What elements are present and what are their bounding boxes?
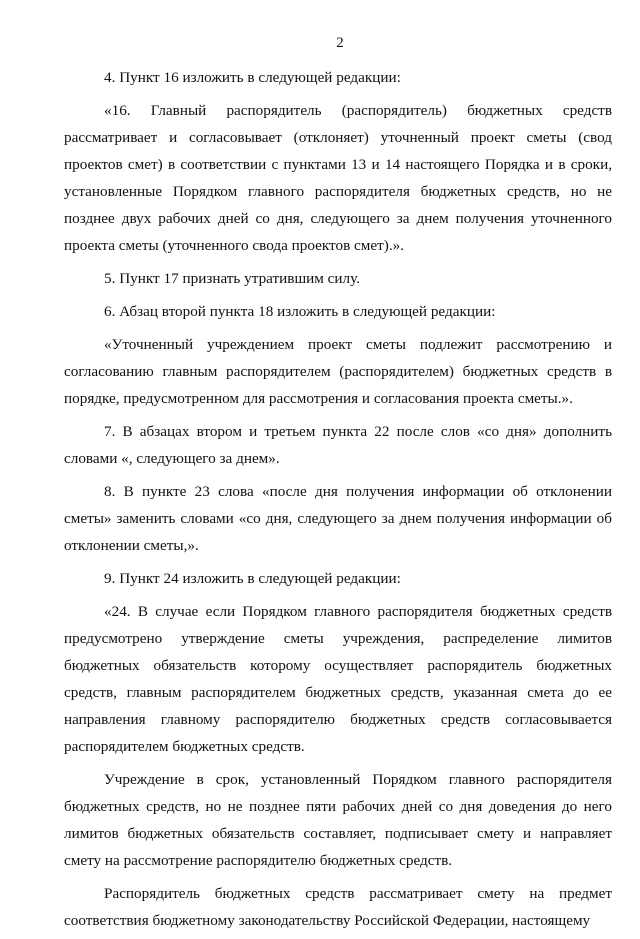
paragraph-item-5: 5. Пункт 17 признать утратившим силу. [104,270,360,287]
paragraph-institution-deadline: Учреждение в срок, установленный Порядком главного распорядителя бюджетных средств, но не позднее пяти рабочих дней со дня доведения до него лимитов бюджетных обязательств составляет, подписывает смету и направляет смету на рассмотрение распорядителю бюджетных средств. [64,771,612,869]
paragraph-point-18-text: «Уточненный учреждением проект сметы подлежит рассмотрению и согласованию главным распорядителем (распорядителем) бюджетных средств в порядке, предусмотренном для рассмотрения и согласования проекта сметы.». [64,336,612,407]
paragraph-item-6: 6. Абзац второй пункта 18 изложить в следующей редакции: [104,303,496,320]
paragraph-item-4: 4. Пункт 16 изложить в следующей редакции: [104,69,401,86]
document-body [64,64,612,939]
page-number: 2 [336,35,344,51]
paragraph-distributor-review: Распорядитель бюджетных средств рассматривает смету на предмет соответствия бюджетному законодательству Российской Федерации, настоящему [64,885,612,929]
paragraph-item-9: 9. Пункт 24 изложить в следующей редакции: [104,570,401,587]
paragraph-point-16-text: «16. Главный распорядитель (распорядитель) бюджетных средств рассматривает и согласовывает (отклоняет) уточненный проект сметы (свод проектов смет) в соответствии с пунктами 13 и 14 настоящего Порядка и в сроки, установленные Порядком главного распорядителя бюджетных средств, но не позднее двух рабочих дней со дня, следующего за днем получения уточненного проекта сметы (уточненного свода проектов смет).». [64,102,612,254]
paragraph-point-24-text: «24. В случае если Порядком главного распорядителя бюджетных средств предусмотрено утверждение сметы учреждения, распределение лимитов бюджетных обязательств которому осуществляет распорядитель бюджетных средств, главным распорядителем бюджетных средств, указанная смета до ее направления главному распорядителю бюджетных средств согласовывается распорядителем бюджетных средств. [64,603,612,755]
paragraph-item-8: 8. В пункте 23 слова «после дня получения информации об отклонении сметы» заменить словами «со дня, следующего за днем получения информации об отклонении сметы,». [64,483,612,554]
paragraph-item-7: 7. В абзацах втором и третьем пункта 22 после слов «со дня» дополнить словами «, следующего за днем». [64,423,612,467]
